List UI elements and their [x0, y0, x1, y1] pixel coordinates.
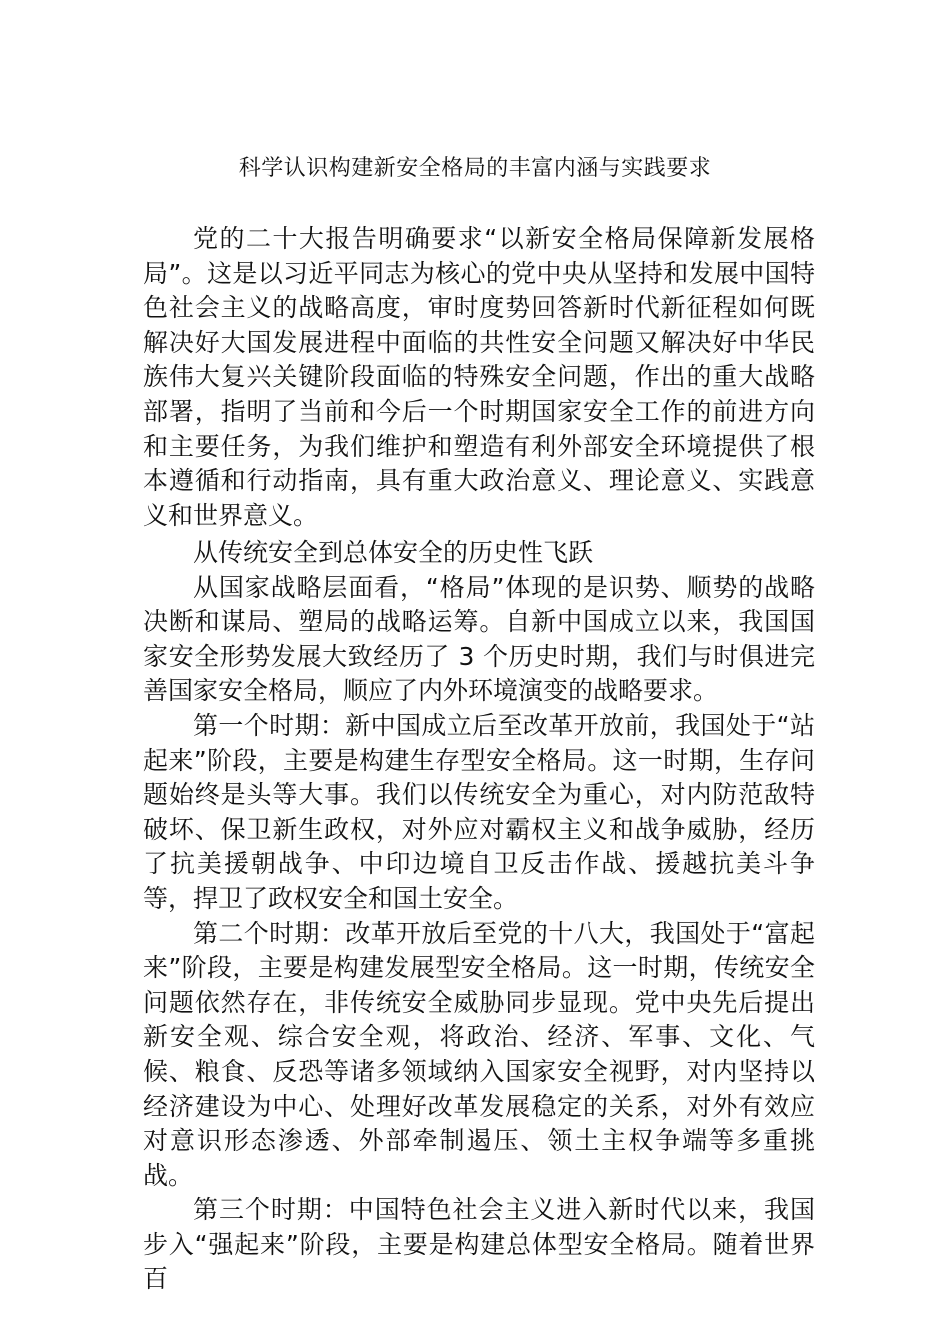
body-paragraph: 第三个时期：中国特色社会主义进入新时代以来，我国步入“强起来”阶段，主要是构建总体型安全格局。随着世界百	[143, 1195, 815, 1294]
document-title: 科学认识构建新安全格局的丰富内涵与实践要求	[238, 156, 712, 181]
body-paragraph: 从国家战略层面看，“格局”体现的是识势、顺势的战略决断和谋局、塑局的战略运筹。自新中国成立以来，我国国家安全形势发展大致经历了 3 个历史时期，我们与时俱进完善国家安全格局，顺应了内外环境演变的战略要求。	[143, 572, 815, 706]
body-paragraph: 第一个时期：新中国成立后至改革开放前，我国处于“站起来”阶段，主要是构建生存型安全格局。这一时期，生存问题始终是头等大事。我们以传统安全为重心，对内防范敌特破坏、保卫新生政权，对外应对霸权主义和战争威胁，经历了抗美援朝战争、中印边境自卫反击作战、援越抗美斗争等，捍卫了政权安全和国土安全。	[143, 710, 815, 913]
intro-section	[143, 222, 815, 533]
history-section	[143, 536, 815, 1297]
intro-paragraph: 党的二十大报告明确要求“以新安全格局保障新发展格局”。这是以习近平同志为核心的党中央从坚持和发展中国特色社会主义的战略高度，审时度势回答新时代新征程如何既解决好大国发展进程中面临的共性安全问题又解决好中华民族伟大复兴关键阶段面临的特殊安全问题，作出的重大战略部署，指明了当前和今后一个时期国家安全工作的前进方向和主要任务，为我们维护和塑造有利外部安全环境提供了根本遵循和行动指南，具有重大政治意义、理论意义、实践意义和世界意义。	[143, 224, 815, 530]
body-paragraph: 第二个时期：改革开放后至党的十八大，我国处于“富起来”阶段，主要是构建发展型安全格局。这一时期，传统安全问题依然存在，非传统安全威胁同步显现。党中央先后提出新安全观、综合安全观，将政治、经济、军事、文化、气候、粮食、反恐等诸多领域纳入国家安全视野，对内坚持以经济建设为中心、处理好改革发展稳定的关系，对外有效应对意识形态渗透、外部牵制遏压、领土主权争端等多重挑战。	[143, 918, 815, 1190]
section-heading: 从传统安全到总体安全的历史性飞跃	[193, 538, 594, 567]
